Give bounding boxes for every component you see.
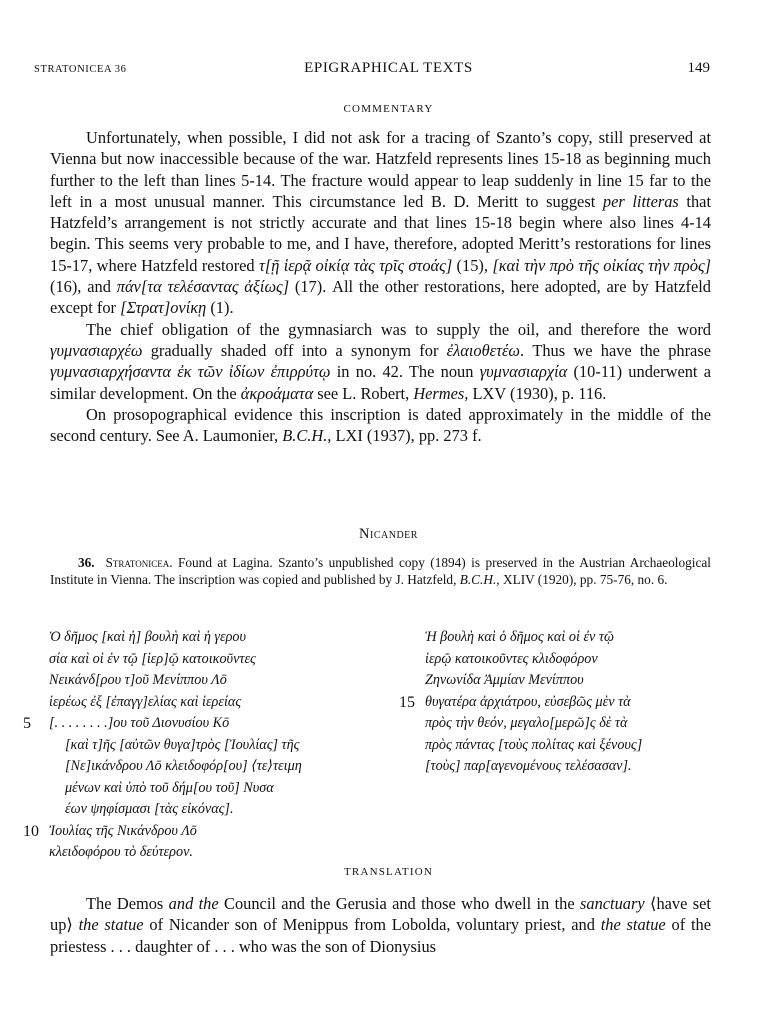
italic-text: the statue <box>78 915 144 935</box>
translation-body <box>50 893 711 957</box>
greek-line <box>23 713 302 735</box>
greek-text-left-column <box>23 627 302 864</box>
commentary-paragraph <box>50 404 711 447</box>
greek-line <box>49 778 302 800</box>
italic-text: and the <box>168 894 219 913</box>
entry-journal: B.C.H., <box>459 572 500 588</box>
text-run: (1). <box>206 298 234 318</box>
greek-line-text: πρὸς τὴν θεόν, μεγαλο[μερῶ]ς δὲ τὰ <box>425 715 628 731</box>
greek-line-text: έων ψηφίσμασι [τὰς εἰκόνας]. <box>65 801 234 817</box>
greek-line-text: ἱερέως ἐξ [ἐπαγγ]ελίας καὶ ἱερείας <box>49 693 242 710</box>
greek-line <box>49 735 302 757</box>
text-run: ⟨have set up⟩ <box>50 894 711 935</box>
greek-line-text: σία καὶ οἱ ἐν τῷ [ἱερ]ῷ κατοικοῦντες <box>49 650 256 667</box>
greek-line <box>49 692 302 714</box>
text-run: LXV (1930), p. 116. <box>468 383 607 403</box>
text-run: (16), and <box>50 277 117 297</box>
greek-line <box>425 670 642 692</box>
italic-text: γυμνασιαρχέω <box>50 340 143 360</box>
greek-line-text: [καὶ τ]ῆς [αὐτῶν θυγα]τρὸς [Ἰουλίας] τῆς <box>65 736 300 753</box>
line-number: 15 <box>399 693 415 711</box>
greek-line <box>425 627 642 649</box>
page-number: 149 <box>687 60 710 76</box>
commentary-paragraph <box>50 127 711 319</box>
italic-text: B.C.H., <box>282 426 332 446</box>
italic-text: ἐλαιοθετέω <box>446 340 520 360</box>
greek-line <box>49 756 302 778</box>
text-run: Unfortunately, when possible, I did not ask for a tracing of Szanto’s copy, still preserved at Vienna but now inaccessible because of the war. Hatzfeld represents lines 15-18 as beginning much further to the left than lines 5-14. The fracture would appear to leap suddenly in line 15 far to the left in a most unusual manner. This circumstance led B. D. Meritt to suggest <box>50 128 711 211</box>
inscription-entry <box>50 554 711 588</box>
text-run: . Thus we have the phrase <box>520 340 711 360</box>
text-run: LXI (1937), pp. 273 f. <box>331 426 482 446</box>
greek-line-text: Ὁ δῆμος [καὶ ἡ] βουλὴ καὶ ἡ γερου <box>49 629 247 645</box>
text-run: that Hatzfeld’s arrangement is not strictly accurate and that lines 15-18 begin where also lines 4-14 begin. This seems very probable to me, and I have, therefore, adopted Meritt’s restorations for lines 15-17, where Hatzfeld restored <box>50 191 712 275</box>
greek-line-text: Νεικάνδ[ρου τ]οῦ Μενίππου Λō <box>49 672 227 688</box>
greek-line-text: μένων καὶ ὑπὸ τοῦ δήμ[ου τοῦ] Νυσα <box>65 779 274 796</box>
commentary-heading: COMMENTARY <box>343 103 434 115</box>
entry-text: Found at Lagina. Szanto’s unpublished copy (1894) is preserved in the Austrian Archaeological Institute in Vienna. The inscription was copied and published by J. Hatzfeld, <box>50 555 711 588</box>
italic-text: per litteras <box>602 191 679 211</box>
greek-line-text: Ζηνωνίδα Ἀμμίαν Μενίππου <box>425 672 584 688</box>
text-run: (15), <box>452 255 493 275</box>
running-head-title: EPIGRAPHICAL TEXTS <box>304 60 473 76</box>
translation-paragraph <box>50 893 711 957</box>
greek-line <box>49 670 302 692</box>
text-run: The chief obligation of the gymnasiarch was to supply the oil, and therefore the word <box>86 319 711 339</box>
entry-paragraph <box>50 554 711 588</box>
greek-line <box>425 713 642 735</box>
italic-text: τ[ῇ ἱερᾷ οἰκίᾳ τὰς τρῖς στοάς] <box>258 255 453 275</box>
italic-text: Hermes, <box>413 383 469 403</box>
greek-line <box>49 799 302 821</box>
greek-line <box>399 692 642 714</box>
greek-line-text: Ἡ βουλὴ καὶ ὁ δῆμος καὶ οἱ ἐν τῷ <box>425 629 614 645</box>
text-run: On prosopographical evidence this inscription is dated approximately in the middle of the second century. See A. Laumonier, <box>50 404 711 446</box>
italic-text: [καὶ τὴν πρὸ τῆς οἰκίας τὴν πρὸς] <box>492 255 711 275</box>
commentary-body <box>50 127 711 446</box>
italic-text: [Στρατ]ονίκῃ <box>120 298 207 318</box>
greek-line-text: [Νε]ικάνδρου Λō κλειδοφόρ[ου] ⟨τε⟩τειμη <box>65 758 302 774</box>
text-run: of the priestess . . . daughter of . . . who was the son of Dionysius <box>50 915 711 956</box>
commentary-paragraph <box>50 319 711 404</box>
greek-line-text: [τοὺς] παρ[αγενομένους τελέσασαν]. <box>425 758 632 774</box>
greek-line <box>425 756 642 778</box>
italic-text: ἀκροάματα <box>240 383 314 403</box>
running-head-left: STRATONICEA 36 <box>34 64 127 75</box>
text-run: The Demos <box>86 894 169 913</box>
text-run: in no. 42. The noun <box>330 362 480 382</box>
italic-text: γυμνασιαρχήσαντα ἐκ τῶν ἰδίων ἐπιρρύτῳ <box>50 362 331 382</box>
greek-line-text: ἱερῷ κατοικοῦντες κλιδοφόρον <box>425 650 598 667</box>
greek-line <box>49 627 302 649</box>
greek-line-text: θυγατέρα ἀρχιάτρου, εὐσεβῶς μὲν τὰ <box>425 693 631 710</box>
italic-text: γυμνασιαρχία <box>479 362 568 382</box>
text-run: (17). All the other restorations, here adopted, are by Hatzfeld except for <box>50 277 711 318</box>
text-run: (10-11) underwent a similar development. On the <box>50 362 712 403</box>
greek-text-right-column <box>399 627 643 778</box>
text-run: see L. Robert, <box>313 383 414 403</box>
greek-line-text: [. . . . . . . .]ου τοῦ Διονυσίου Κō <box>49 715 230 731</box>
text-run: Council and the Gerusia and those who dwell in the <box>218 894 581 913</box>
line-number: 10 <box>23 822 39 840</box>
greek-line-text: κλειδοφόρου τὸ δεύτερον. <box>49 844 193 860</box>
greek-line-text: Ἰουλίας τῆς Νικάνδρου Λō <box>49 822 197 839</box>
text-run: of Nicander son of Menippus from Lobolda, voluntary priest, and <box>143 915 601 935</box>
section-title: Nicander <box>359 526 418 542</box>
greek-line <box>49 842 302 864</box>
greek-line <box>425 649 642 671</box>
entry-number: 36. <box>78 555 95 570</box>
entry-text: XLIV (1920), pp. 75-76, no. 6. <box>499 572 668 588</box>
translation-heading: TRANSLATION <box>344 866 433 878</box>
italic-text: the statue <box>600 915 666 935</box>
italic-text: πάν[τα τελέσαντας ἀξίως] <box>116 277 290 297</box>
greek-line <box>425 735 642 757</box>
line-number: 5 <box>23 715 31 732</box>
greek-line-text: πρὸς πάντας [τοὺς πολίτας καὶ ξένους] <box>425 736 643 753</box>
text-run: gradually shaded off into a synonym for <box>142 340 447 360</box>
greek-line <box>23 821 302 843</box>
italic-text: sanctuary <box>580 894 645 913</box>
entry-place: Stratonicea. <box>105 555 173 570</box>
greek-line <box>49 649 302 671</box>
